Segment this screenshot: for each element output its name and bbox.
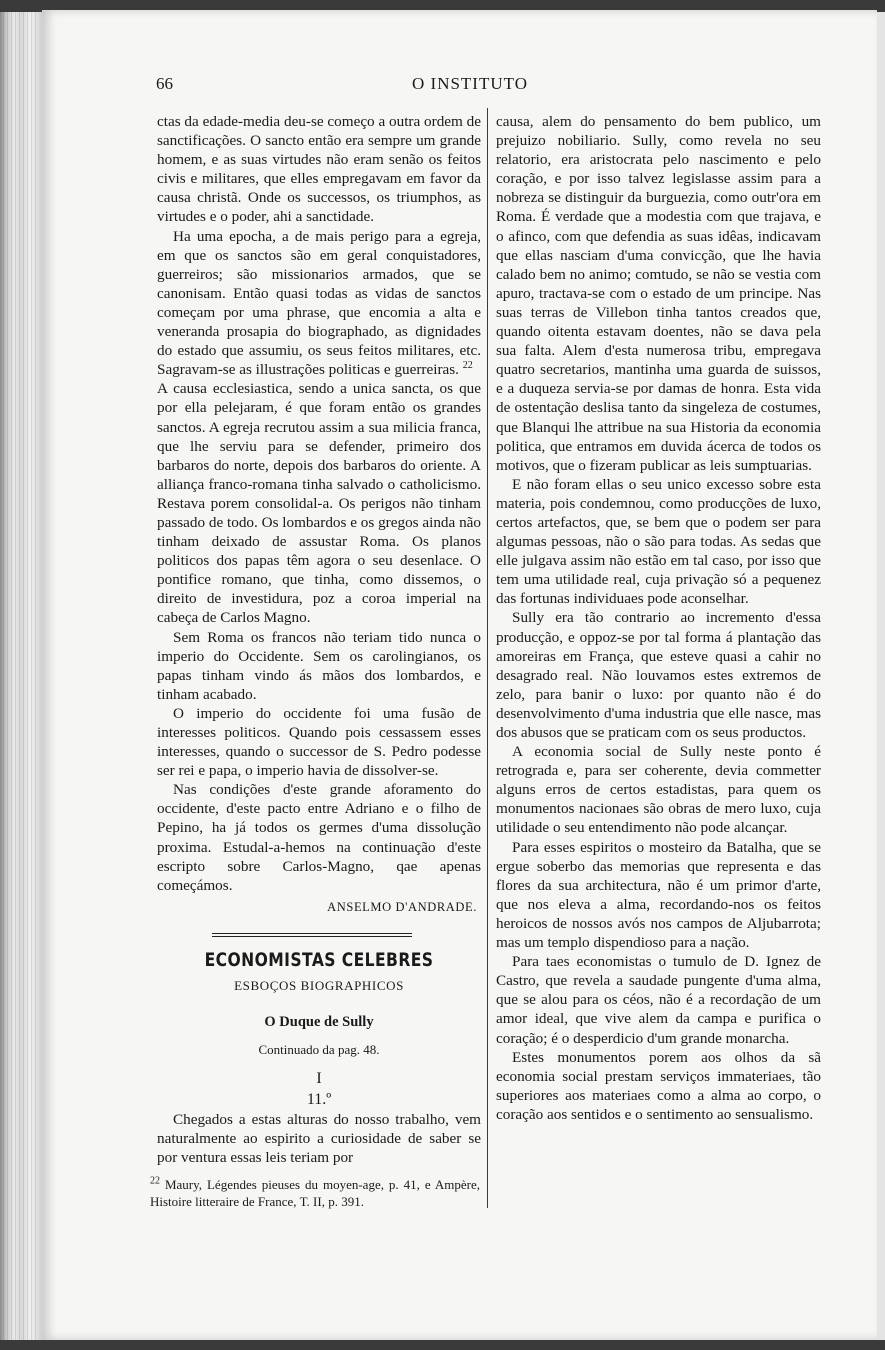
paragraph	[157, 227, 481, 380]
article-title: O Duque de Sully	[264, 1014, 374, 1031]
paragraph: Para esses espiritos o mosteiro da Batalha, que se ergue soberbo das memorias que representa e das flores da sua architectura, não é um primor d'arte, que nos eleva a alma, recordando-nos os feitos heroicos de nossos avós nos campos de Aljubarrota; mas um templo dispendioso para a nação.	[496, 838, 821, 952]
right-column	[496, 112, 821, 1124]
left-column	[157, 112, 481, 1167]
paragraph: E não foram ellas o seu unico excesso sobre esta materia, pois condemnou, como producções de luxo, certos artefactos, que, se bem que o podem ser para algumas pessoas, não o são para todas. As sedas que elle julgava assim não estão em tal caso, por isso que tem uma utilidade real, cuja privação só a pequenez das fortunas individuaes pode aconselhar.	[496, 475, 821, 608]
subsection-number: 11.º	[306, 1091, 332, 1109]
paragraph: Para taes economistas o tumulo de D. Ignez de Castro, que revela a saudade pungente d'uma alma, que se alou para os céos, não é a recordação de um amor ideal, que vive alem da campa e purifica o coração; é o desperdicio d'um grande monarcha.	[496, 953, 821, 1047]
author-signature: ANSELMO D'ANDRADE.	[327, 899, 477, 914]
section-title: ECONOMISTAS CELEBRES	[204, 948, 434, 971]
paragraph-text: Ha uma epocha, a de mais perigo para a egreja, em que os sanctos são em geral conquistadores, guerreiros; são missionarios armados, que se canonisam. Então quasi todas as vidas de sanctos começam por uma phrase, que encomia a alta e veneranda prosapia do biographado, as dignidades do estado que assumiu, os seus feitos militares, etc. Sagravam-se as illustrações politicas e guerreiras.	[157, 227, 481, 379]
paragraph: causa, alem do pensamento do bem publico, um prejuizo nobiliario. Sully, como revela no seu relatorio, era aristocrata pelo nascimento e pelo coração, e por isso talvez legislasse assim para a nobreza se distinguir da burguezia, como outr'ora em Roma. É verdade que a modestia com que trajava, e o afinco, com que defendia as suas idêas, indicavam que ellas nasciam d'uma convicção, que lhe havia calado bem no animo; comtudo, se não se vestia com apuro, tractava-se com o estado de um principe. Nas suas terras de Villebon tinha tantos creados que, quando oitenta estavam doentes, não se dava pela sua falta. Alem d'esta numerosa tribu, empregava quatro secretarios, mantinha uma guarda de suissos, e a duqueza servia-se por damas de honra. Esta vida de ostentação deslisa tanto da singeleza de costumes, que Blanqui lhe attribue na sua Historia da economia politica, que entramos em duvida ácerca de todos os motivos, que o fizeram publicar as leis sumptuarias.	[496, 113, 821, 474]
paragraph: Chegados a estas alturas do nosso trabalho, vem naturalmente ao espirito a curiosidade de saber se por ventura essas leis teriam por	[157, 1110, 481, 1166]
page-edges	[3, 12, 39, 1340]
paragraph: Estes monumentos porem aos olhos da sã economia social prestam serviços immateriaes, tão superiores aos materiaes como a alma ao corpo, o coração aos sentidos e o sentimento ao sensualismo.	[496, 1048, 821, 1123]
paragraph: Nas condições d'este grande aforamento do occidente, d'este pacto entre Adriano e o filho de Pepino, ha já todos os germes d'uma dissolução proxima. Estudal-a-hemos na continuação d'este escripto sobre Carlos-Magno, qae apenas começámos.	[157, 781, 481, 894]
footnote-text: Maury, Légendes pieuses du moyen-age, p. 41, e Ampère, Histoire litteraire de France, T. II, p. 391.	[150, 1177, 480, 1209]
paragraph: Sem Roma os francos não teriam tido nunca o imperio do Occidente. Sem os carolingianos, os papas tinham vindo ás mãos dos lombardos, e tinham acabado.	[157, 628, 481, 703]
chapter-numeral: I	[316, 1070, 322, 1088]
journal-title: O INSTITUTO	[412, 74, 528, 93]
paragraph: ctas da edade-media deu-se começo a outra ordem de sanctificações. O sancto então era sempre um grande homem, e as suas virtudes não eram senão os feitos civis e militares, que elles empregavam em favor da causa christã. Onde os successos, os triumphos, as virtudes e o poder, ahi a sanctidade.	[157, 113, 481, 226]
continued-note: Continuado da pag. 48.	[258, 1042, 380, 1058]
page-number: 66	[156, 74, 173, 93]
scan-right-edge	[877, 12, 885, 1340]
scan-bottom-border	[0, 1340, 885, 1350]
section-divider	[212, 933, 412, 937]
paragraph: A causa ecclesiastica, sendo a unica sancta, os que por ella pelejaram, é que foram então os grandes sanctos. A egreja recrutou assim a sua milicia franca, que lhe serviu para se defender, primeiro dos barbaros do norte, depois dos barbaros do oriente. A alliança franco-romana tinha salvado o catholicismo. Restava porem consolidal-a. Os perigos não tinham passado de todo. Os lombardos e os gregos ainda não tinham deixado de assustar Roma. Os planos politicos dos papas têm agora o seu desenlace. O pontifice romano, que tinha, como dissemos, o direito de investidura, poz a coroa imperial na cabeça de Carlos Magno.	[157, 380, 481, 627]
column-divider	[487, 108, 488, 1208]
footnote-reference: 22	[462, 360, 473, 372]
paragraph: O imperio do occidente foi uma fusão de interesses politicos. Quando pois cessassem esses interesses, quando o successor de S. Pedro podesse ser rei e papa, o imperio havia de dissolver-se.	[157, 704, 481, 780]
footnote-number: 22	[150, 1175, 160, 1187]
paragraph: Sully era tão contrario ao incremento d'essa producção, e oppoz-se por tal forma á plantação das amoreiras em França, que esteve quasi a cahir no desagrado real. Não louvamos estes extremos de zelo, para banir o luxo: por quanto não é do desenvolvimento d'uma industria que elle nasce, mas dos abusos que se praticam com os seus productos.	[496, 609, 821, 741]
footnote	[150, 1176, 480, 1210]
section-subtitle: ESBOÇOS BIOGRAPHICOS	[234, 978, 404, 994]
paragraph: A economia social de Sully neste ponto é retrograda e, para ser coherente, devia commetter alguns erros de certos estadistas, para quem os monumentos nacionaes são obras de mero luxo, cuja utilidade o seu entendimento não pode alcançar.	[496, 743, 821, 837]
